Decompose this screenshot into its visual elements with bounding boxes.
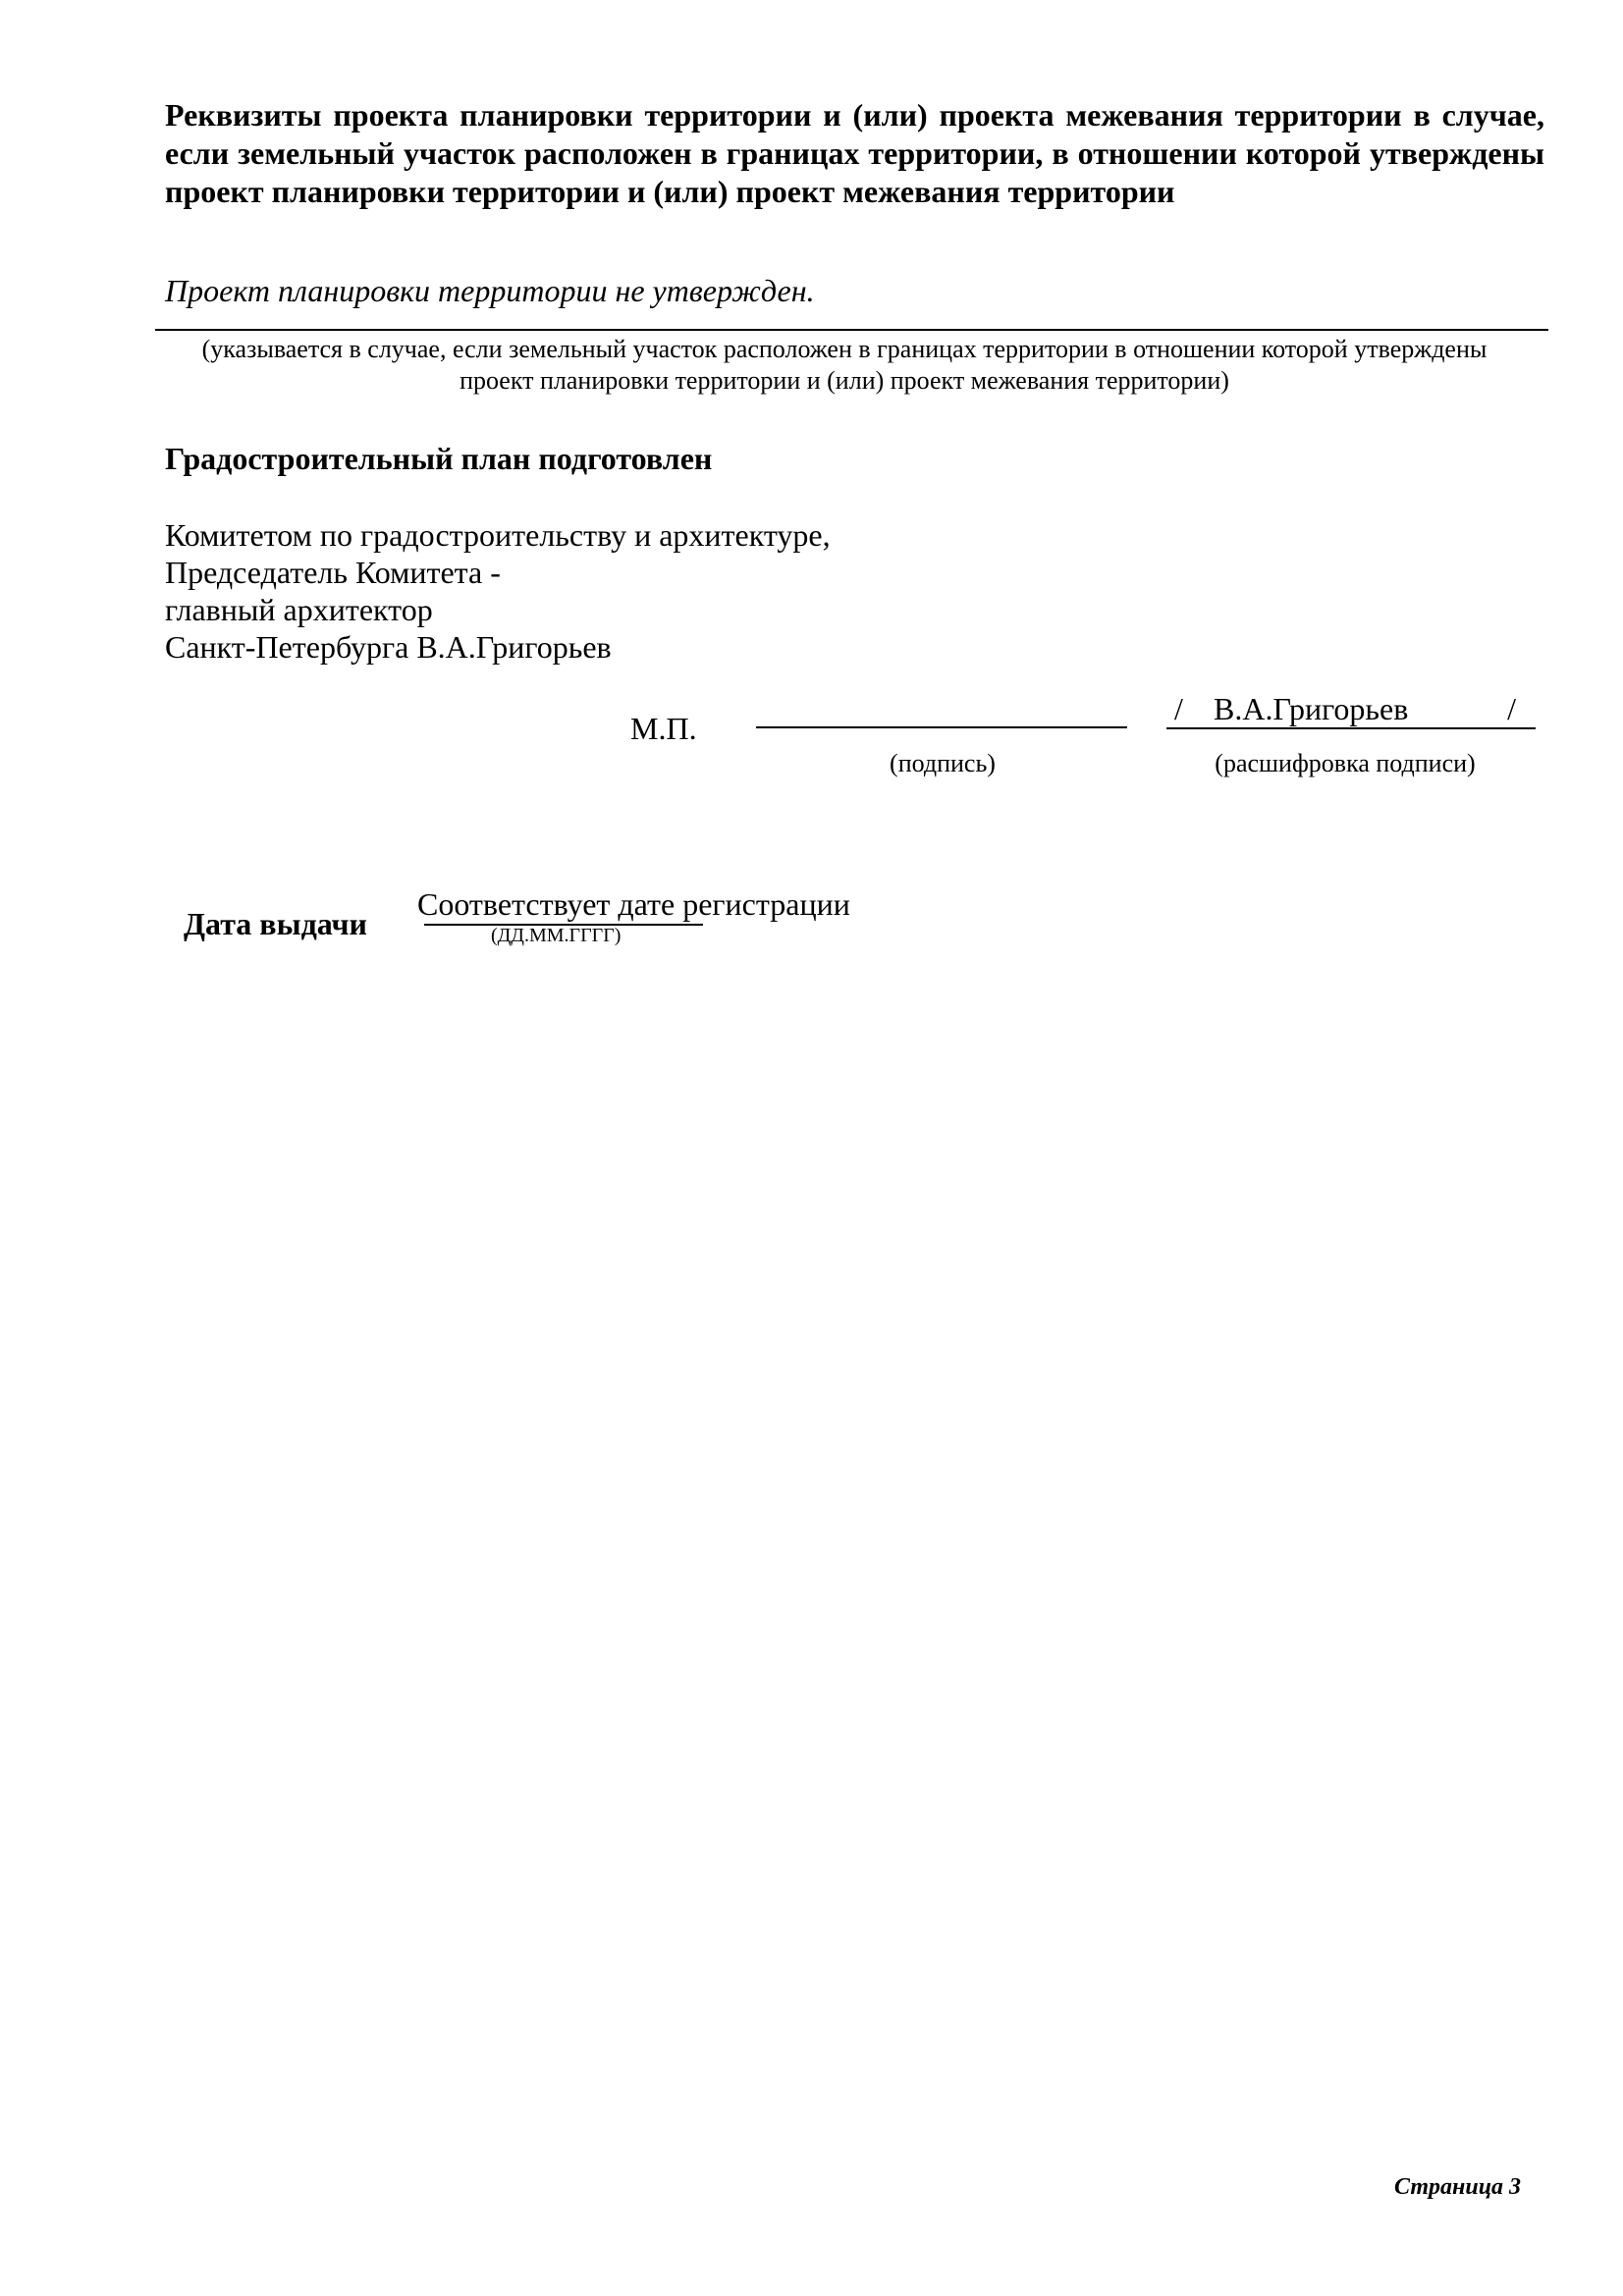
signatory-name: В.А.Григорьев bbox=[1214, 691, 1409, 726]
signature-decoding bbox=[1166, 690, 1536, 729]
authority-line-chairman: Председатель Комитета - bbox=[165, 555, 501, 590]
requisites-note: (указывается в случае, если земельный участок расположен в границах территории в отношении которой утверждены проект планировки территории и (или) проект межевания территории) bbox=[201, 335, 1488, 395]
requisites-heading: Реквизиты проекта планировки территории и (или) проекта межевания территории в случае, если земельный участок расположен в границах территории, в отношении которой утверждены проект планировки территории и (или) проект межевания территории bbox=[165, 97, 1544, 209]
signature-caption: (подпись) bbox=[890, 749, 996, 777]
issue-date-label: Дата выдачи bbox=[184, 906, 367, 941]
requisites-value: Проект планировки территории не утвержден. bbox=[165, 273, 815, 308]
signature-decoding-caption: (расшифровка подписи) bbox=[1215, 749, 1476, 777]
issue-date-value: Соответствует дате регистрации bbox=[417, 886, 850, 922]
slash-left: / bbox=[1174, 691, 1183, 726]
slash-right: / bbox=[1507, 691, 1516, 726]
preparing-authority bbox=[165, 516, 831, 666]
page-number: Страница 3 bbox=[1394, 2174, 1522, 2200]
prepared-heading: Градостроительный план подготовлен bbox=[165, 441, 713, 476]
authority-line-city-name: Санкт-Петербурга В.А.Григорьев bbox=[165, 629, 612, 665]
stamp-place-label: М.П. bbox=[630, 711, 697, 746]
requisites-underline bbox=[155, 329, 1548, 331]
authority-line-committee: Комитетом по градостроительству и архитектуре, bbox=[165, 517, 831, 553]
issue-date-format-hint: (ДД.ММ.ГГГГ) bbox=[491, 925, 622, 946]
signature-line bbox=[756, 726, 1127, 728]
authority-line-architect: главный архитектор bbox=[165, 592, 433, 627]
